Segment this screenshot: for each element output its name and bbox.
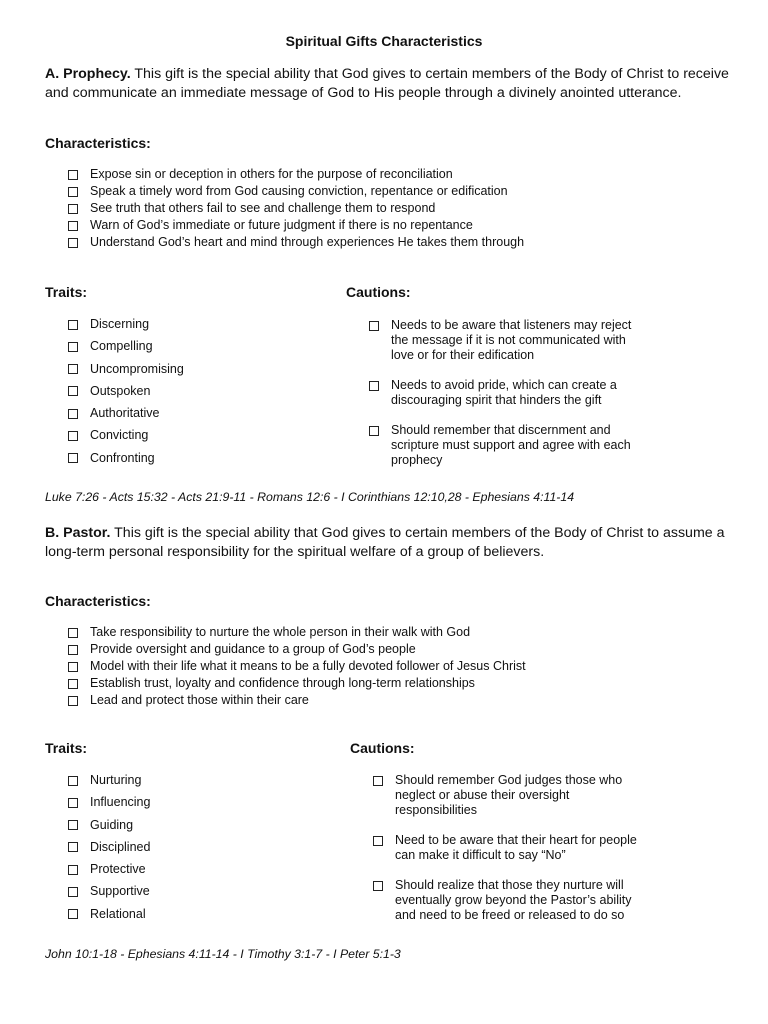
characteristics-list (68, 166, 708, 251)
traits-list (68, 772, 318, 928)
checkbox-icon[interactable] (68, 320, 78, 330)
list-item: Nurturing (68, 772, 318, 794)
checkbox-icon[interactable] (68, 645, 78, 655)
checkbox-icon[interactable] (369, 381, 379, 391)
list-item: Need to be aware that their heart for people can make it difficult to say “No” (373, 833, 643, 863)
list-item: Disciplined (68, 839, 318, 861)
list-item: Model with their life what it means to be a fully devoted follower of Jesus Christ (68, 658, 708, 675)
list-item: See truth that others fail to see and challenge them to respond (68, 200, 708, 217)
checkbox-icon[interactable] (68, 842, 78, 852)
list-item: Discerning (68, 316, 318, 338)
traits-heading: Traits: (45, 284, 88, 300)
cautions-list (369, 318, 637, 483)
checkbox-icon[interactable] (369, 426, 379, 436)
section-heading: A. Prophecy. (45, 66, 131, 82)
list-item: Needs to be aware that listeners may reject the message if it is not communicated with love or for their edification (369, 318, 637, 363)
checkbox-icon[interactable] (68, 628, 78, 638)
section-description-text: This gift is the special ability that God gives to certain members of the Body of Christ to receive and communicate an immediate message of God to His people through a divinely anointed utterance. (45, 66, 729, 101)
section-description (45, 65, 735, 102)
checkbox-icon[interactable] (68, 364, 78, 374)
cautions-heading: Cautions: (350, 740, 415, 756)
cautions-list (373, 773, 643, 938)
page-title: Spiritual Gifts Characteristics (285, 33, 483, 49)
section-description (45, 524, 735, 561)
list-item: Provide oversight and guidance to a group of God’s people (68, 641, 708, 658)
checkbox-icon[interactable] (68, 187, 78, 197)
checkbox-icon[interactable] (68, 453, 78, 463)
traits-heading: Traits: (45, 740, 88, 756)
checkbox-icon[interactable] (369, 321, 379, 331)
list-item: Establish trust, loyalty and confidence through long-term relationships (68, 675, 708, 692)
section-description-text: This gift is the special ability that God gives to certain members of the Body of Christ to assume a long-term personal responsibility for the spiritual welfare of a group of believers. (45, 525, 725, 560)
list-item: Speak a timely word from God causing conviction, repentance or edification (68, 183, 708, 200)
list-item: Protective (68, 861, 318, 883)
list-item: Confronting (68, 450, 318, 472)
checkbox-icon[interactable] (373, 881, 383, 891)
checkbox-icon[interactable] (68, 221, 78, 231)
list-item: Needs to avoid pride, which can create a discouraging spirit that hinders the gift (369, 378, 637, 408)
list-item: Authoritative (68, 405, 318, 427)
cautions-heading: Cautions: (346, 284, 411, 300)
list-item: Relational (68, 906, 318, 928)
checkbox-icon[interactable] (373, 776, 383, 786)
checkbox-icon[interactable] (68, 409, 78, 419)
checkbox-icon[interactable] (68, 865, 78, 875)
list-item: Guiding (68, 817, 318, 839)
checkbox-icon[interactable] (68, 798, 78, 808)
scripture-references: Luke 7:26 - Acts 15:32 - Acts 21:9-11 - Romans 12:6 - I Corinthians 12:10,28 - Ephesians 4:11-14 (45, 490, 575, 504)
scripture-references: John 10:1-18 - Ephesians 4:11-14 - I Timothy 3:1-7 - I Peter 5:1-3 (45, 947, 401, 961)
checkbox-icon[interactable] (68, 386, 78, 396)
checkbox-icon[interactable] (373, 836, 383, 846)
checkbox-icon[interactable] (68, 238, 78, 248)
list-item: Influencing (68, 794, 318, 816)
list-item: Compelling (68, 338, 318, 360)
checkbox-icon[interactable] (68, 696, 78, 706)
checkbox-icon[interactable] (68, 342, 78, 352)
list-item: Lead and protect those within their care (68, 692, 708, 709)
list-item: Convicting (68, 427, 318, 449)
list-item: Understand God’s heart and mind through experiences He takes them through (68, 234, 708, 251)
list-item: Take responsibility to nurture the whole person in their walk with God (68, 624, 708, 641)
characteristics-list (68, 624, 708, 709)
checkbox-icon[interactable] (68, 170, 78, 180)
checkbox-icon[interactable] (68, 431, 78, 441)
list-item: Should remember that discernment and scripture must support and agree with each prophecy (369, 423, 637, 468)
checkbox-icon[interactable] (68, 662, 78, 672)
list-item: Should realize that those they nurture will eventually grow beyond the Pastor’s ability and need to be freed or released to do so (373, 878, 643, 923)
section-heading: B. Pastor. (45, 525, 111, 541)
checkbox-icon[interactable] (68, 887, 78, 897)
checkbox-icon[interactable] (68, 909, 78, 919)
checkbox-icon[interactable] (68, 679, 78, 689)
list-item: Warn of God’s immediate or future judgment if there is no repentance (68, 217, 708, 234)
checkbox-icon[interactable] (68, 820, 78, 830)
characteristics-heading: Characteristics: (45, 135, 151, 151)
checkbox-icon[interactable] (68, 204, 78, 214)
characteristics-heading: Characteristics: (45, 593, 151, 609)
list-item: Supportive (68, 883, 318, 905)
list-item: Uncompromising (68, 361, 318, 383)
list-item: Should remember God judges those who neglect or abuse their oversight responsibilities (373, 773, 643, 818)
list-item: Expose sin or deception in others for the purpose of reconciliation (68, 166, 708, 183)
checkbox-icon[interactable] (68, 776, 78, 786)
traits-list (68, 316, 318, 472)
list-item: Outspoken (68, 383, 318, 405)
